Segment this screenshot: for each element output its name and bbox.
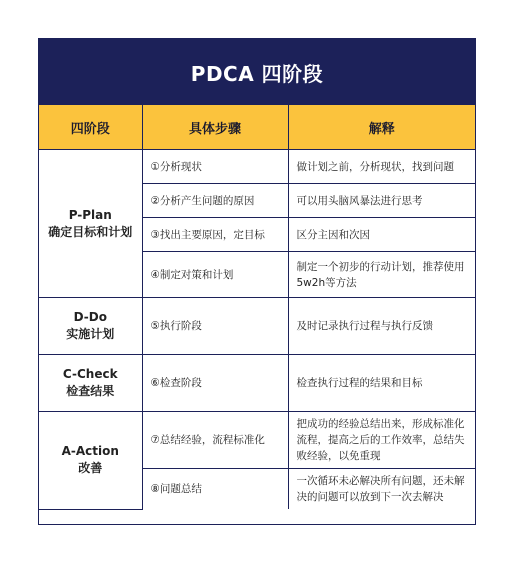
phase-cell-action [39,412,142,510]
explanation-cell: 做计划之前，分析现状，找到问题 [288,150,475,184]
table-row [39,298,475,355]
explanation-cell: 及时记录执行过程与执行反馈 [288,298,475,355]
phase-name: 改善 [78,461,103,476]
phase-name: 实施计划 [66,327,115,341]
step-cell: ⑦总结经验，流程标准化 [142,412,288,469]
column-header-phase: 四阶段 [39,105,142,150]
column-header-row [39,105,475,150]
step-cell: ④制定对策和计划 [142,252,288,298]
step-cell: ③找出主要原因，定目标 [142,218,288,252]
phase-cell-plan [39,150,142,298]
pdca-table-card [38,38,476,525]
phase-code: D-Do [73,310,107,324]
table-row [39,412,475,469]
table-row [39,355,475,412]
step-cell: ⑧问题总结 [142,469,288,510]
explanation-cell: 一次循环未必解决所有问题，还未解决的问题可以放到下一次去解决 [288,469,475,510]
phase-name: 确定目标和计划 [48,224,133,239]
step-cell: ②分析产生问题的原因 [142,184,288,218]
column-header-steps: 具体步骤 [142,105,288,150]
step-cell: ⑥检查阶段 [142,355,288,412]
table-title: PDCA 四阶段 [39,39,475,105]
phase-code: P-Plan [68,207,112,222]
step-cell: ①分析现状 [142,150,288,184]
explanation-cell: 区分主因和次因 [288,218,475,252]
explanation-cell: 把成功的经验总结出来，形成标准化流程，提高之后的工作效率，总结失败经验，以免重现 [288,412,475,469]
table-row [39,150,475,184]
column-header-explanation: 解释 [288,105,475,150]
pdca-table [39,105,475,510]
explanation-cell: 制定一个初步的行动计划，推荐使用5w2h等方法 [288,252,475,298]
phase-code: A-Action [61,444,119,459]
explanation-cell: 检查执行过程的结果和目标 [288,355,475,412]
phase-cell-check [39,355,142,412]
step-cell: ⑤执行阶段 [142,298,288,355]
phase-code: C-Check [62,367,118,381]
explanation-cell: 可以用头脑风暴法进行思考 [288,184,475,218]
phase-name: 检查结果 [66,384,115,398]
phase-cell-do [39,298,142,355]
